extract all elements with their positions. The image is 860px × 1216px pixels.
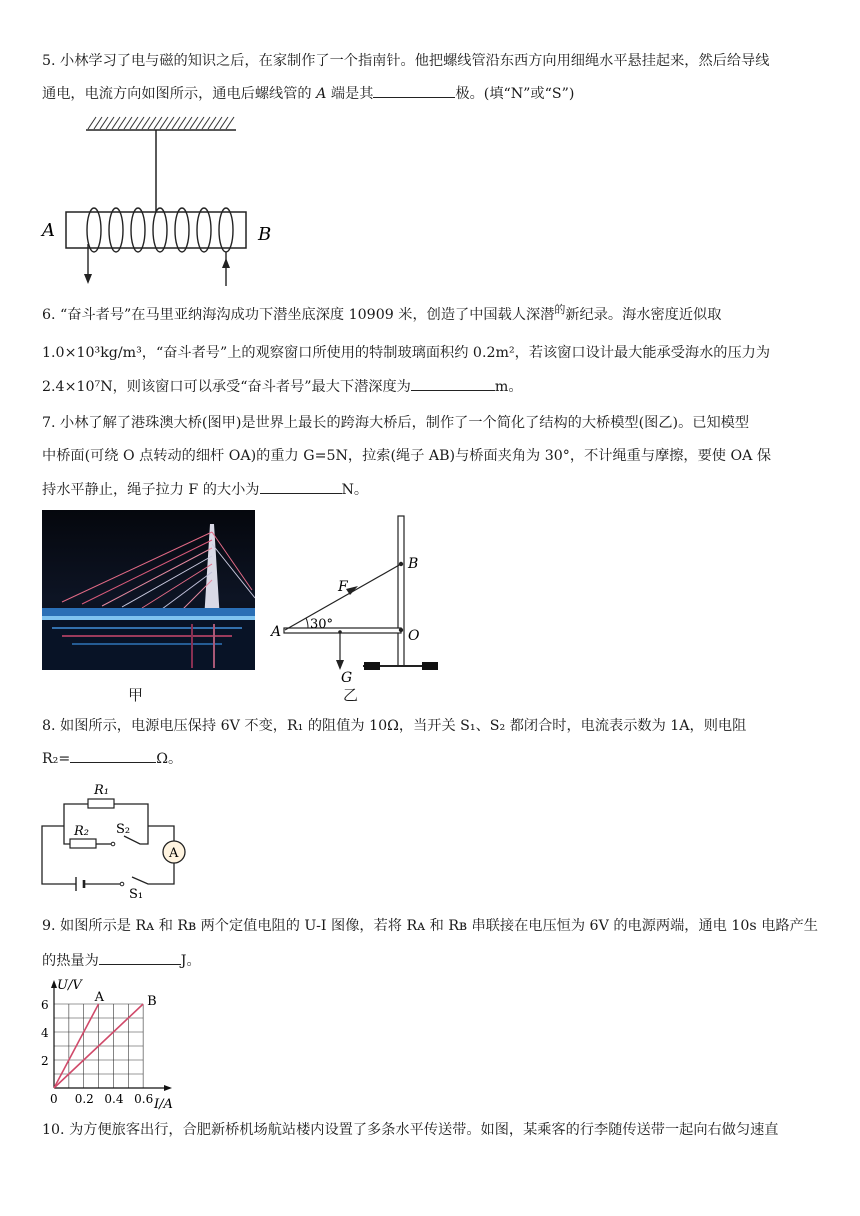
x-tick-label: 0: [50, 1092, 58, 1106]
q7-line3: [42, 479, 830, 500]
caption-yi: 乙: [343, 686, 359, 704]
ammeter-label: A: [169, 846, 179, 861]
bridge-photo: [42, 510, 255, 670]
x-axis-label: I/A: [154, 1097, 173, 1112]
q8-answer-blank: [70, 748, 156, 763]
q8-line1: 8. 如图所示，电源电压保持 6V 不变，R₁ 的阻值为 10Ω，当开关 S₁、S₂ 都闭合时，电流表示数为 1A，则电阻: [42, 718, 747, 734]
q5-text-a: 通电，电流方向如图所示，通电后螺线管的: [42, 86, 317, 102]
q9-line1: 9. 如图所示是 Rᴀ 和 Rʙ 两个定值电阻的 U-I 图像，若将 Rᴀ 和 Rʙ 串联接在电压恒为 6V 的电源两端，通电 10s 电路产生: [42, 918, 818, 934]
q10-line1: 10. 为方便旅客出行，合肥新桥机场航站楼内设置了多条水平传送带。如图，某乘客的行李随传送带一起向右做匀速直: [42, 1122, 779, 1138]
resistor-r1: [88, 799, 114, 808]
switch-s2-pivot: [111, 842, 115, 846]
chart-ticks: [41, 998, 153, 1106]
chart-series: [54, 990, 157, 1088]
x-axis-arrow-icon: [164, 1085, 172, 1091]
series-label-b: B: [147, 994, 157, 1009]
q5-line2: [42, 83, 830, 104]
base-right: [422, 662, 438, 670]
base-left: [364, 662, 380, 670]
q7-line2: 中桥面(可绕 O 点转动的细杆 OA)的重力 G=5N，拉索(绳子 AB)与桥面夹角为 30°，不计绳重与摩擦，要使 OA 保: [42, 448, 772, 464]
q5-line1: 5. 小林学习了电与磁的知识之后，在家制作了一个指南针。他把螺线管沿东西方向用细绳水平悬挂起来，然后给导线: [42, 53, 770, 69]
q5-text-c: 极。(填“N”或“S”): [455, 86, 575, 102]
q7-line1: 7. 小林了解了港珠澳大桥(图甲)是世界上最长的跨海大桥后，制作了一个简化了结构的大桥模型(图乙)。已知模型: [42, 415, 750, 431]
q8-text-b: Ω。: [156, 751, 183, 767]
resistor-r2: [70, 839, 96, 848]
q8-line2: [42, 748, 830, 769]
q6-text-b: 新纪录。海水密度近似取: [565, 307, 722, 323]
q9-line2: [42, 950, 830, 971]
y-tick-label: 6: [41, 998, 49, 1012]
pillar: [398, 516, 404, 666]
x-tick-label: 0.2: [74, 1092, 94, 1106]
label-end-b: B: [258, 224, 272, 245]
switch-s1-pivot: [120, 882, 124, 886]
current-arrow-down-icon: [84, 274, 92, 284]
q6-line2: 1.0×10³kg/m³，“奋斗者号”上的观察窗口所使用的特制玻璃面积约 0.2m²，若该窗口设计最大能承受海水的压力为: [42, 345, 771, 361]
angle-label: 30°: [310, 617, 334, 632]
label-g: G: [341, 670, 353, 686]
q7-text-a: 持水平静止，绳子拉力 F 的大小为: [42, 482, 260, 498]
q9-text-b: J。: [180, 953, 201, 969]
label-f: F: [338, 579, 348, 595]
q6-small-char: 的: [554, 303, 566, 316]
deck-oa: [284, 628, 401, 633]
label-o: O: [408, 628, 420, 644]
q5-answer-blank: [373, 83, 455, 98]
cable-ab: [285, 564, 401, 630]
q5-text-b: 端是其: [326, 86, 374, 102]
y-tick-label: 4: [41, 1026, 49, 1040]
q6-text-c: 2.4×10⁷N，则该窗口可以承受“奋斗者号”最大下潜深度为: [42, 379, 411, 395]
circuit-diagram: [36, 778, 196, 898]
label-end-a: A: [42, 220, 55, 241]
q6-text-d: m。: [494, 379, 523, 395]
solenoid-figure: [36, 112, 276, 290]
q9-answer-blank: [99, 950, 181, 965]
q7-text-b: N。: [341, 482, 369, 498]
q5-var-a: A: [316, 86, 327, 102]
ui-graph: [34, 978, 184, 1112]
bridge-night-image: [42, 510, 255, 670]
q8-text-a: R₂=: [42, 751, 71, 767]
label-b: B: [408, 556, 419, 572]
gravity-arrow-icon: [336, 660, 344, 670]
q6-line1: [42, 305, 830, 326]
ceiling-hatch: [88, 117, 234, 129]
current-arrow-up-icon: [222, 258, 230, 268]
x-tick-label: 0.6: [134, 1092, 154, 1106]
bridge-model-diagram: [268, 512, 453, 692]
label-r2: R₂: [74, 824, 89, 839]
y-axis-label: U/V: [57, 978, 82, 993]
q7-answer-blank: [260, 479, 342, 494]
x-tick-label: 0.4: [104, 1092, 124, 1106]
y-tick-label: 2: [41, 1054, 49, 1068]
q6-line3: [42, 376, 830, 397]
q6-text-a: 6. “奋斗者号”在马里亚纳海沟成功下潜坐底深度 10909 米，创造了中国载人深潜: [42, 307, 555, 323]
q9-text-a: 的热量为: [42, 953, 99, 969]
label-s1: S₁: [129, 887, 144, 898]
caption-jia: 甲: [128, 686, 144, 704]
series-label-a: A: [94, 990, 104, 1005]
label-r1: R₁: [94, 783, 109, 798]
label-s2: S₂: [116, 822, 131, 837]
label-a: A: [271, 624, 282, 640]
q6-answer-blank: [411, 376, 495, 391]
